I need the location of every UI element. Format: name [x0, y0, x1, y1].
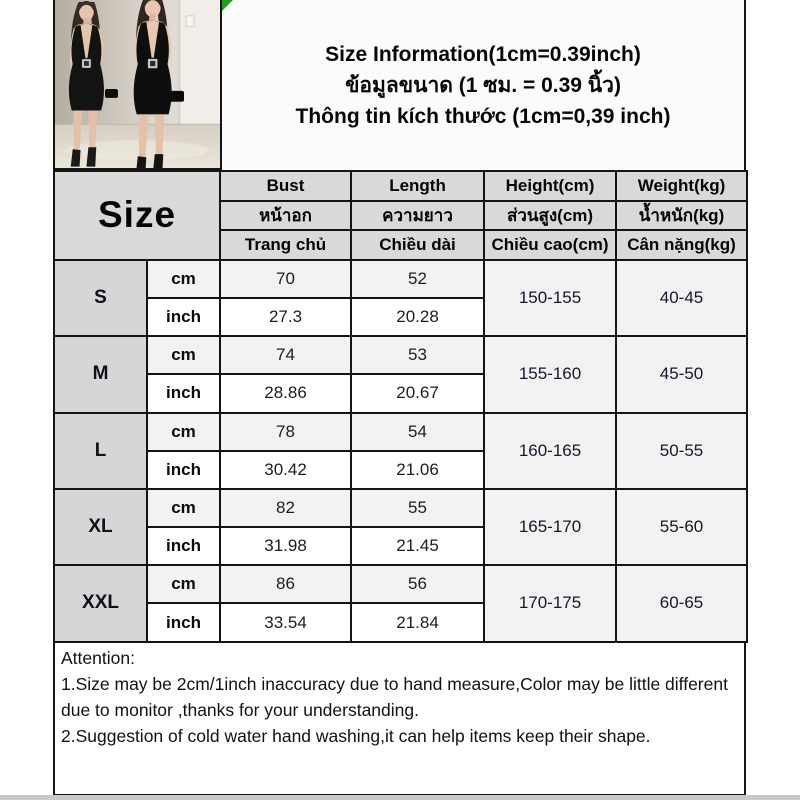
attention-notes-box: [53, 641, 746, 796]
bust-inch-xl: 31.98: [220, 527, 351, 565]
table-row-m-cm: [54, 336, 747, 374]
header-height-vi: Chiều cao(cm): [484, 230, 616, 260]
weight-range-s: 40-45: [616, 260, 747, 336]
length-cm-xxl: 56: [351, 565, 484, 603]
length-cm-m: 53: [351, 336, 484, 374]
title-vietnamese: Thông tin kích thước (1cm=0,39 inch): [295, 104, 671, 128]
table-row-l-cm: [54, 413, 747, 451]
attention-note-2: 2.Suggestion of cold water hand washing,it can help items keep their shape.: [61, 726, 651, 746]
weight-range-xl: 55-60: [616, 489, 747, 565]
title-english: Size Information(1cm=0.39inch): [325, 42, 641, 66]
size-label-s: S: [54, 260, 147, 336]
size-corner-cell: Size: [54, 171, 220, 260]
unit-cm-cell: cm: [147, 413, 220, 451]
green-corner-flag-icon: [222, 0, 233, 11]
bust-inch-xxl: 33.54: [220, 603, 351, 641]
size-label-xxl: XXL: [54, 565, 147, 641]
weight-range-m: 45-50: [616, 336, 747, 412]
header-length-en: Length: [351, 171, 484, 201]
length-cm-l: 54: [351, 413, 484, 451]
bust-cm-m: 74: [220, 336, 351, 374]
header-height-en: Height(cm): [484, 171, 616, 201]
unit-inch-cell: inch: [147, 527, 220, 565]
header-weight-en: Weight(kg): [616, 171, 747, 201]
unit-cm-cell: cm: [147, 489, 220, 527]
length-inch-l: 21.06: [351, 451, 484, 489]
attention-note-1: 1.Size may be 2cm/1inch inaccuracy due to hand measure,Color may be little different due to monitor ,thanks for your understanding.: [61, 674, 728, 720]
length-inch-s: 20.28: [351, 298, 484, 336]
bottom-edge-strip: [0, 795, 800, 800]
size-label-m: M: [54, 336, 147, 412]
height-range-m: 155-160: [484, 336, 616, 412]
title-thai: ข้อมูลขนาด (1 ซม. = 0.39 นิ้ว): [345, 73, 621, 97]
height-range-xxl: 170-175: [484, 565, 616, 641]
header-length-th: ความยาว: [351, 201, 484, 231]
height-range-s: 150-155: [484, 260, 616, 336]
bust-inch-s: 27.3: [220, 298, 351, 336]
header-weight-th: น้ำหนัก(kg): [616, 201, 747, 231]
header-height-th: ส่วนสูง(cm): [484, 201, 616, 231]
header-row-english: [54, 171, 747, 201]
unit-inch-cell: inch: [147, 298, 220, 336]
product-photo: [53, 0, 222, 170]
length-inch-xl: 21.45: [351, 527, 484, 565]
bust-cm-xl: 82: [220, 489, 351, 527]
unit-cm-cell: cm: [147, 260, 220, 298]
size-chart-table: [53, 170, 748, 643]
header-weight-vi: Cân nặng(kg): [616, 230, 747, 260]
length-inch-m: 20.67: [351, 374, 484, 412]
bust-cm-l: 78: [220, 413, 351, 451]
unit-inch-cell: inch: [147, 374, 220, 412]
bust-inch-m: 28.86: [220, 374, 351, 412]
table-row-xl-cm: [54, 489, 747, 527]
height-range-l: 160-165: [484, 413, 616, 489]
header-bust-th: หน้าอก: [220, 201, 351, 231]
attention-heading: Attention:: [61, 648, 135, 668]
size-label-l: L: [54, 413, 147, 489]
weight-range-xxl: 60-65: [616, 565, 747, 641]
length-cm-xl: 55: [351, 489, 484, 527]
bust-cm-xxl: 86: [220, 565, 351, 603]
length-cm-s: 52: [351, 260, 484, 298]
size-label-xl: XL: [54, 489, 147, 565]
bust-inch-l: 30.42: [220, 451, 351, 489]
model-photo-illustration: [55, 0, 220, 168]
header-bust-en: Bust: [220, 171, 351, 201]
weight-range-l: 50-55: [616, 413, 747, 489]
unit-cm-cell: cm: [147, 565, 220, 603]
unit-inch-cell: inch: [147, 451, 220, 489]
unit-inch-cell: inch: [147, 603, 220, 641]
size-information-title-box: [222, 0, 746, 170]
table-row-xxl-cm: [54, 565, 747, 603]
header-bust-vi: Trang chủ: [220, 230, 351, 260]
length-inch-xxl: 21.84: [351, 603, 484, 641]
table-row-s-cm: [54, 260, 747, 298]
header-length-vi: Chiều dài: [351, 230, 484, 260]
bust-cm-s: 70: [220, 260, 351, 298]
height-range-xl: 165-170: [484, 489, 616, 565]
unit-cm-cell: cm: [147, 336, 220, 374]
